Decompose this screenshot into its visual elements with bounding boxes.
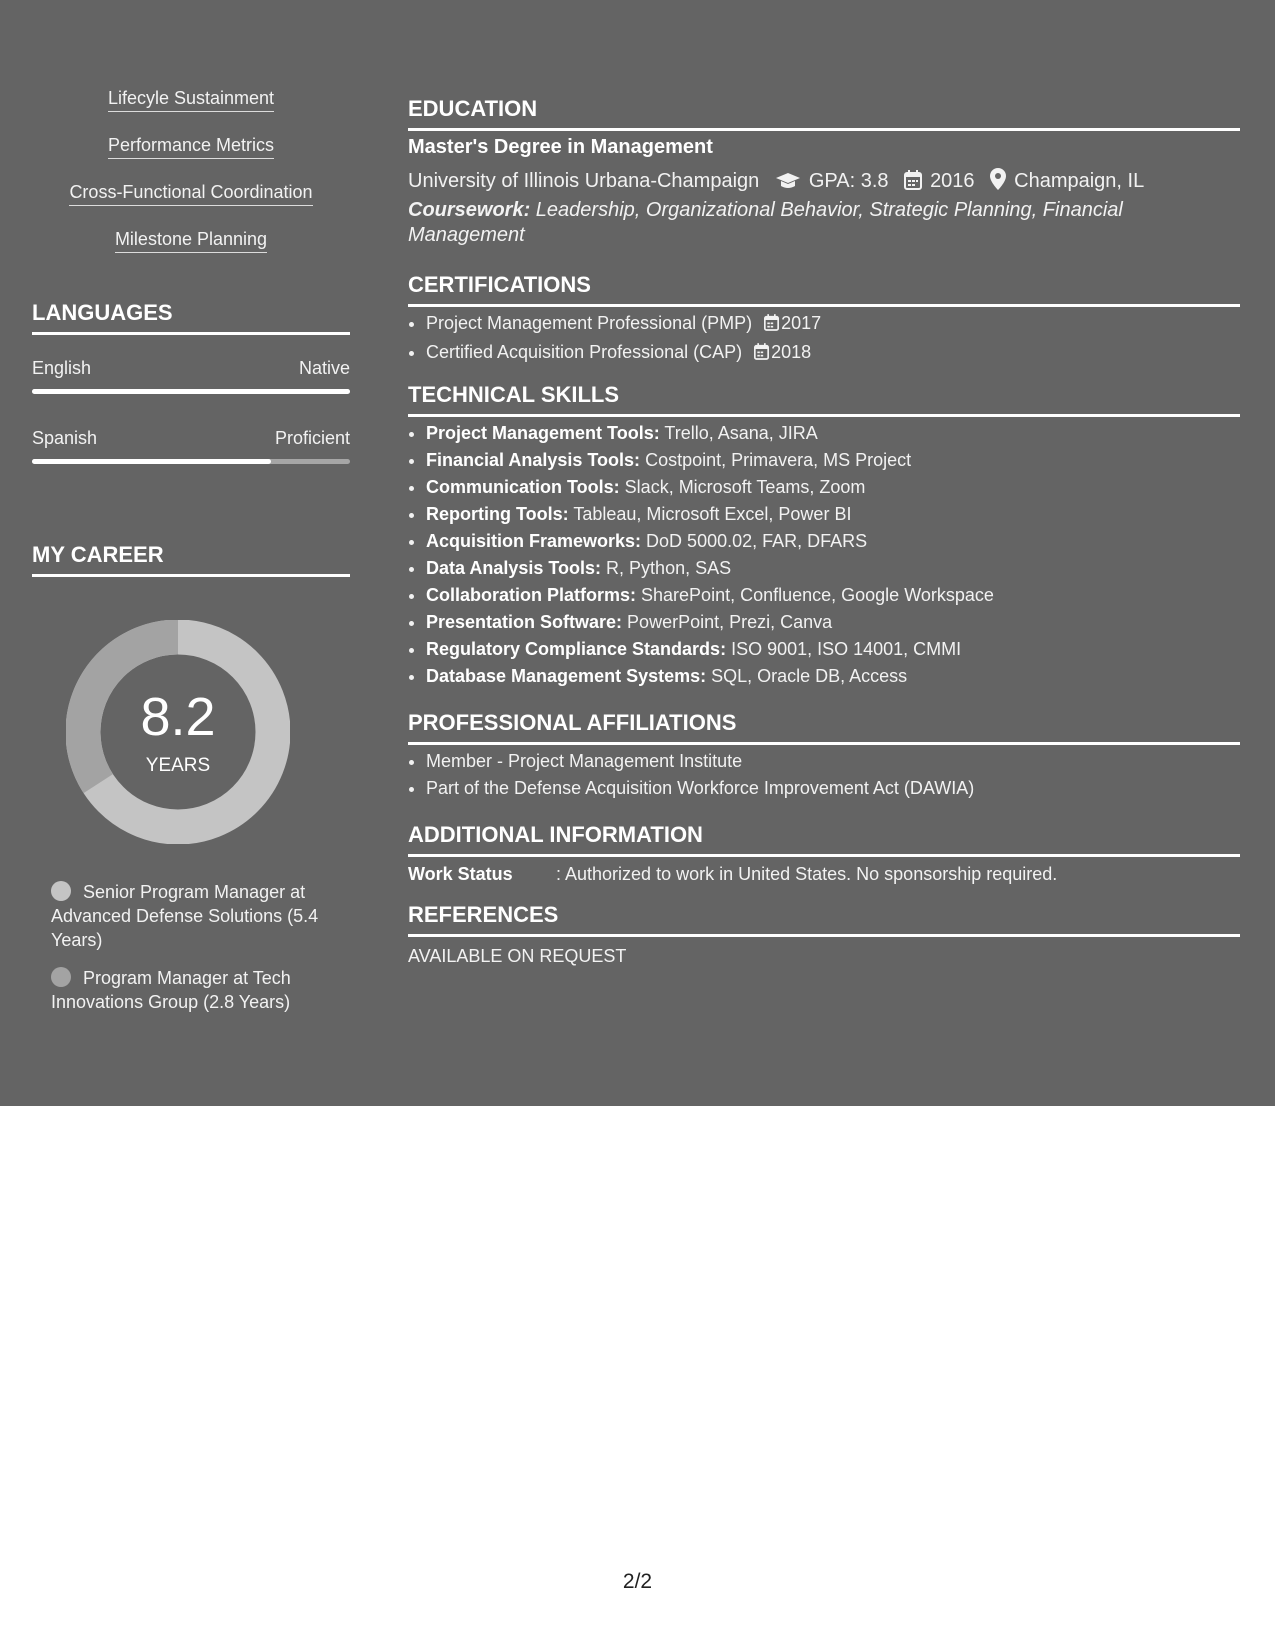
language-bar-fill (32, 459, 271, 464)
list-item: • Member - Project Management Institute (426, 748, 1240, 775)
language-bar (32, 459, 350, 464)
list-item (426, 582, 1240, 609)
list-item (426, 474, 1240, 501)
list-item (426, 310, 1240, 339)
career-role (51, 880, 336, 952)
work-status-value: : Authorized to work in United States. No sponsorship required. (556, 864, 1058, 884)
skill-value: SQL, Oracle DB, Access (706, 666, 908, 686)
skill-label: Data Analysis Tools: (426, 558, 602, 578)
technical-skills-heading: TECHNICAL SKILLS (408, 382, 1240, 417)
career-legend-dot (51, 881, 71, 901)
skill-label: Acquisition Frameworks: (426, 531, 642, 551)
education-year: 2016 (930, 170, 975, 192)
career-legend-dot (51, 967, 71, 987)
coursework-label: Coursework: (408, 199, 531, 221)
language-level: Proficient (274, 428, 350, 448)
education-gpa: GPA: 3.8 (808, 170, 889, 192)
page-number: 2/2 (622, 1570, 653, 1593)
list-item (426, 339, 1240, 368)
certification-year: 2017 (781, 313, 822, 333)
skill-value: Tableau, Microsoft Excel, Power BI (568, 504, 852, 524)
career-role-text: Senior Program Manager at Advanced Defense Solutions (5.4 Years) (51, 882, 319, 950)
coursework-list: Leadership, Organizational Behavior, Strategic Planning, Financial Management (408, 199, 1123, 246)
skill-value: Costpoint, Primavera, MS Project (640, 450, 912, 470)
skill-label: Financial Analysis Tools: (426, 450, 641, 470)
skill-value: R, Python, SAS (601, 558, 732, 578)
language-name: Spanish (32, 428, 98, 448)
skill-value: DoD 5000.02, FAR, DFARS (641, 531, 868, 551)
skill-label: Regulatory Compliance Standards: (426, 639, 727, 659)
additional-info-heading: ADDITIONAL INFORMATION (408, 822, 1240, 857)
calendar-icon (754, 341, 769, 368)
references-heading: REFERENCES (408, 902, 1240, 937)
list-item (426, 636, 1240, 663)
affiliations-heading: PROFESSIONAL AFFILIATIONS (408, 710, 1240, 745)
references-text: AVAILABLE ON REQUEST (408, 946, 627, 966)
certification-name: Project Management Professional (PMP) (426, 313, 753, 333)
career-years-unit: YEARS (145, 755, 211, 776)
list-item (426, 528, 1240, 555)
education-coursework (408, 198, 1168, 248)
skill-value: PowerPoint, Prezi, Canva (622, 612, 833, 632)
map-pin-icon (990, 168, 1006, 196)
education-heading: EDUCATION (408, 96, 1240, 131)
graduation-cap-icon (775, 172, 801, 196)
certification-name: Certified Acquisition Professional (CAP) (426, 342, 743, 362)
list-item (426, 420, 1240, 447)
career-role-text: Program Manager at Tech Innovations Group (2.8 Years) (51, 968, 291, 1012)
career-total-years: 8.2 (140, 687, 216, 747)
certifications-list (408, 310, 1240, 368)
list-item (426, 447, 1240, 474)
certifications-heading: CERTIFICATIONS (408, 272, 1240, 307)
skill-label: Reporting Tools: (426, 504, 569, 524)
technical-skills-list (408, 420, 1240, 690)
skill-tag: Milestone Planning (115, 229, 267, 253)
language-level: Native (298, 358, 350, 378)
languages-heading: LANGUAGES (32, 300, 350, 335)
list-item (426, 501, 1240, 528)
skill-label: Communication Tools: (426, 477, 620, 497)
work-status-label: Work Status (408, 864, 513, 884)
education-details (408, 168, 1144, 196)
certification-year: 2018 (771, 342, 812, 362)
calendar-icon (904, 170, 922, 196)
skill-value: ISO 9001, ISO 14001, CMMI (726, 639, 962, 659)
career-heading: MY CAREER (32, 542, 350, 577)
skill-tag: Performance Metrics (108, 135, 274, 159)
skill-value: Slack, Microsoft Teams, Zoom (619, 477, 866, 497)
skill-value: Trello, Asana, JIRA (659, 423, 818, 443)
skill-label: Project Management Tools: (426, 423, 660, 443)
skill-tag: Lifecyle Sustainment (108, 88, 274, 112)
language-bar (32, 389, 350, 394)
career-role (51, 966, 336, 1014)
education-school: University of Illinois Urbana-Champaign (408, 170, 760, 192)
list-item (426, 555, 1240, 582)
skill-label: Presentation Software: (426, 612, 623, 632)
skill-label: Database Management Systems: (426, 666, 707, 686)
list-item: • Part of the Defense Acquisition Workforce Improvement Act (DAWIA) (426, 775, 1240, 802)
affiliations-list (408, 748, 1240, 802)
education-location: Champaign, IL (1014, 170, 1145, 192)
language-bar-fill (32, 389, 350, 394)
list-item (426, 609, 1240, 636)
list-item (426, 663, 1240, 690)
skill-tags (32, 88, 350, 276)
education-degree: Master's Degree in Management (408, 136, 713, 158)
skill-label: Collaboration Platforms: (426, 585, 637, 605)
skill-value: SharePoint, Confluence, Google Workspace (636, 585, 994, 605)
skill-tag: Cross-Functional Coordination (69, 182, 312, 206)
calendar-icon (764, 312, 779, 339)
language-name: English (32, 358, 92, 378)
